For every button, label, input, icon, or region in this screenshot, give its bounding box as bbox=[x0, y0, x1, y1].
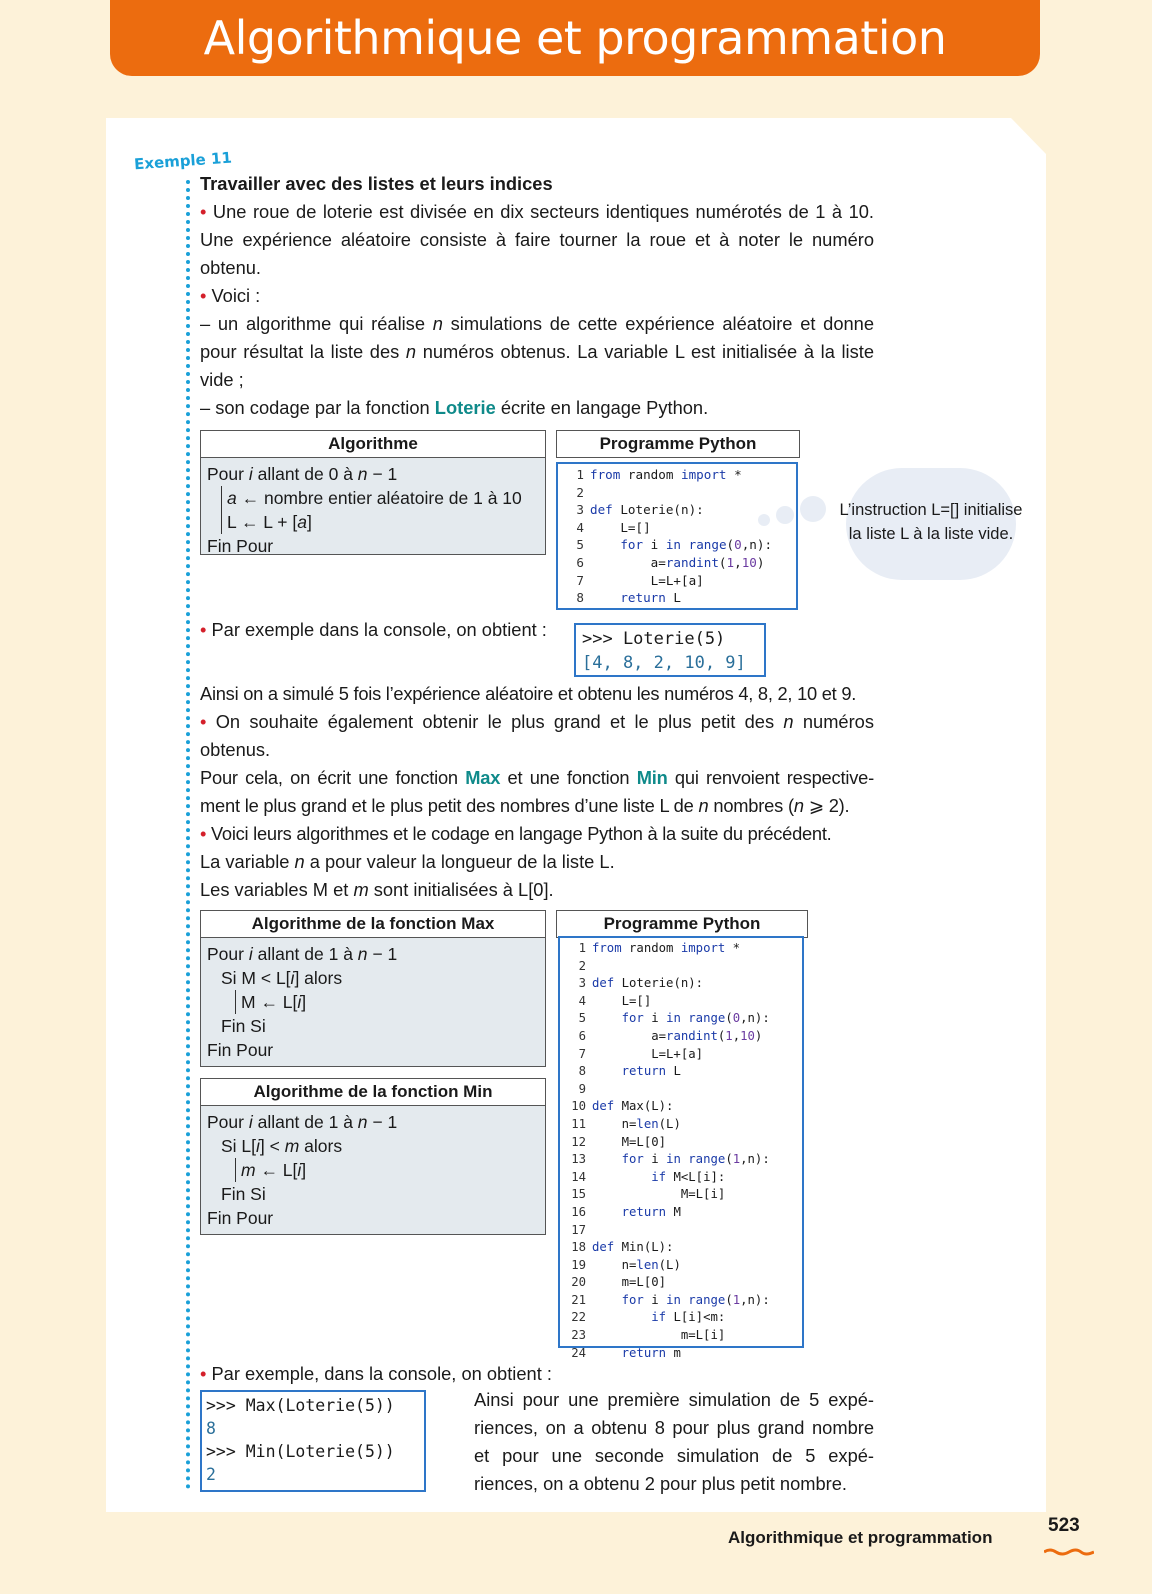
algo-max-header: Algorithme de la fonction Max bbox=[200, 910, 546, 938]
code-line: 2 bbox=[576, 484, 584, 500]
example-label: Exemple 11 bbox=[133, 148, 233, 174]
python-header: Programme Python bbox=[556, 430, 800, 458]
code-line: 18 def Min(L): bbox=[571, 1240, 674, 1255]
paragraph-10: La variable n a pour valeur la longueur de la liste L. bbox=[200, 851, 615, 872]
code-line: 8 return L bbox=[578, 1064, 681, 1079]
code-line: 13 for i in range(1,n): bbox=[571, 1152, 770, 1167]
code-line: 11 n=len(L) bbox=[571, 1116, 681, 1131]
code-line: 7 L=L+[a] bbox=[578, 1046, 704, 1061]
python-code-2 bbox=[558, 936, 804, 1360]
example-title: Travailler avec des listes et leurs indices bbox=[200, 173, 553, 194]
bullet-icon: • bbox=[200, 285, 212, 306]
paragraph-8: Pour cela, on écrit une fonction Max et une fonction Min qui renvoient respective-ment le plus grand et le plus petit des nombres d’une liste L de n nombres (n ⩾ 2). bbox=[200, 767, 874, 816]
code-line: 6 a=randint(1,10) bbox=[576, 554, 765, 570]
chapter-banner bbox=[110, 0, 1040, 76]
code-line: 2 bbox=[578, 958, 586, 973]
chapter-title: Algorithmique et programmation bbox=[203, 11, 947, 65]
page-number: 523 bbox=[1048, 1515, 1080, 1536]
paragraph-1: • Une roue de loterie est divisée en dix secteurs identiques numérotés de 1 à 10. Une expérience aléatoire consiste à faire tourner la roue et à noter le numéro obtenu. bbox=[200, 201, 874, 278]
algo-max-box: Pour i allant de 1 à n − 1 Si M < L[i] alors M ← L[i] Fin Si Fin Pour bbox=[200, 937, 546, 1067]
code-line: 24 return m bbox=[571, 1345, 681, 1360]
paragraph-4: – son codage par la fonction Loterie écrite en langage Python. bbox=[200, 397, 709, 418]
code-line: 21 for i in range(1,n): bbox=[571, 1292, 770, 1307]
algo-block: a ← nombre entier aléatoire de 1 à 10 L ← L + [a] bbox=[221, 486, 539, 534]
bullet-icon: • bbox=[200, 201, 213, 222]
thought-bubble-small bbox=[758, 514, 770, 526]
code-line: 5 for i in range(0,n): bbox=[578, 1011, 770, 1026]
bullet-icon: • bbox=[200, 619, 212, 640]
paragraph-12: • Par exemple, dans la console, on obtient : bbox=[200, 1363, 552, 1384]
paragraph-11: Les variables M et m sont initialisées à L[0]. bbox=[200, 879, 554, 900]
console-output-2: >>> Max(Loterie(5)) 8 >>> Min(Loterie(5)) 2 bbox=[200, 1390, 426, 1492]
bullet-icon: • bbox=[200, 823, 211, 844]
code-line: 3 def Loterie(n): bbox=[578, 976, 704, 991]
paragraph-2: • Voici : bbox=[200, 285, 261, 306]
code-line: 23 m=L[i] bbox=[571, 1328, 726, 1343]
page-wave-icon bbox=[1044, 1548, 1094, 1556]
code-line: 4 L=[] bbox=[578, 993, 652, 1008]
algorithm-header: Algorithme bbox=[200, 430, 546, 458]
console-output-1: >>> Loterie(5) [4, 8, 2, 10, 9] bbox=[574, 623, 766, 677]
thought-bubble-mid bbox=[776, 506, 794, 524]
code-line: 4 L=[] bbox=[576, 519, 651, 535]
code-line: 1 from random import * bbox=[576, 467, 742, 482]
code-line: 8 return L bbox=[576, 590, 682, 606]
paragraph-3: – un algorithme qui réalise n simulations de cette expérience aléatoire et donne pour résultat la liste des n numéros obtenus. La variable L est initialisée à la liste vide ; bbox=[200, 313, 874, 390]
code-line: 20 m=L[0] bbox=[571, 1275, 667, 1290]
code-line: 5 for i in range(0,n): bbox=[576, 537, 773, 553]
code-line: 6 a=randint(1,10) bbox=[578, 1028, 763, 1043]
algo-line: Pour i allant de 0 à n − 1 bbox=[207, 464, 398, 484]
paragraph-13: Ainsi pour une première simulation de 5 expé-riences, on a obtenu 8 pour plus grand nombre et pour une seconde simulation de 5 expé-riences, on a obtenu 2 pour plus petit nombre. bbox=[474, 1389, 874, 1494]
code-line: 9 bbox=[578, 1081, 586, 1096]
algo-min-box: Pour i allant de 1 à n − 1 Si L[i] < m alors m ← L[i] Fin Si Fin Pour bbox=[200, 1105, 546, 1235]
algo-min-header: Algorithme de la fonction Min bbox=[200, 1078, 546, 1106]
code-line: 16 return M bbox=[571, 1204, 681, 1219]
thought-bubble-large bbox=[800, 496, 826, 522]
code-line: 17 bbox=[571, 1222, 586, 1237]
paragraph-7: • On souhaite également obtenir le plus grand et le plus petit des n numéros obtenus. bbox=[200, 711, 874, 760]
code-line: 1 from random import * bbox=[578, 941, 741, 955]
code-line: 10 def Max(L): bbox=[571, 1099, 674, 1114]
python-code-1 bbox=[556, 462, 798, 610]
bullet-icon: • bbox=[200, 711, 216, 732]
code-line: 7 L=L+[a] bbox=[576, 572, 704, 588]
algorithm-box bbox=[200, 457, 546, 555]
code-line: 19 n=len(L) bbox=[571, 1257, 681, 1272]
code-line: 12 M=L[0] bbox=[571, 1134, 667, 1149]
code-line: 22 if L[i]<m: bbox=[571, 1310, 726, 1325]
code-line: 14 if M<L[i]: bbox=[571, 1169, 726, 1184]
bullet-icon: • bbox=[200, 1363, 212, 1384]
paragraph-6: Ainsi on a simulé 5 fois l’expérience aléatoire et obtenu les numéros 4, 8, 2, 10 et 9. bbox=[200, 683, 857, 704]
code-line: 15 M=L[i] bbox=[571, 1187, 726, 1202]
paragraph-9: • Voici leurs algorithmes et le codage en langage Python à la suite du précédent. bbox=[200, 823, 832, 844]
python-header-2: Programme Python bbox=[556, 910, 808, 938]
code-line: 3 def Loterie(n): bbox=[576, 502, 704, 518]
cloud-text: L’instruction L=[] initialise la liste L à la liste vide. bbox=[839, 501, 1023, 543]
footer-title: Algorithmique et programmation bbox=[728, 1528, 993, 1547]
dotted-margin-line bbox=[186, 180, 190, 1490]
paragraph-5: • Par exemple dans la console, on obtient : bbox=[200, 619, 547, 640]
algo-line: Fin Pour bbox=[207, 536, 274, 556]
